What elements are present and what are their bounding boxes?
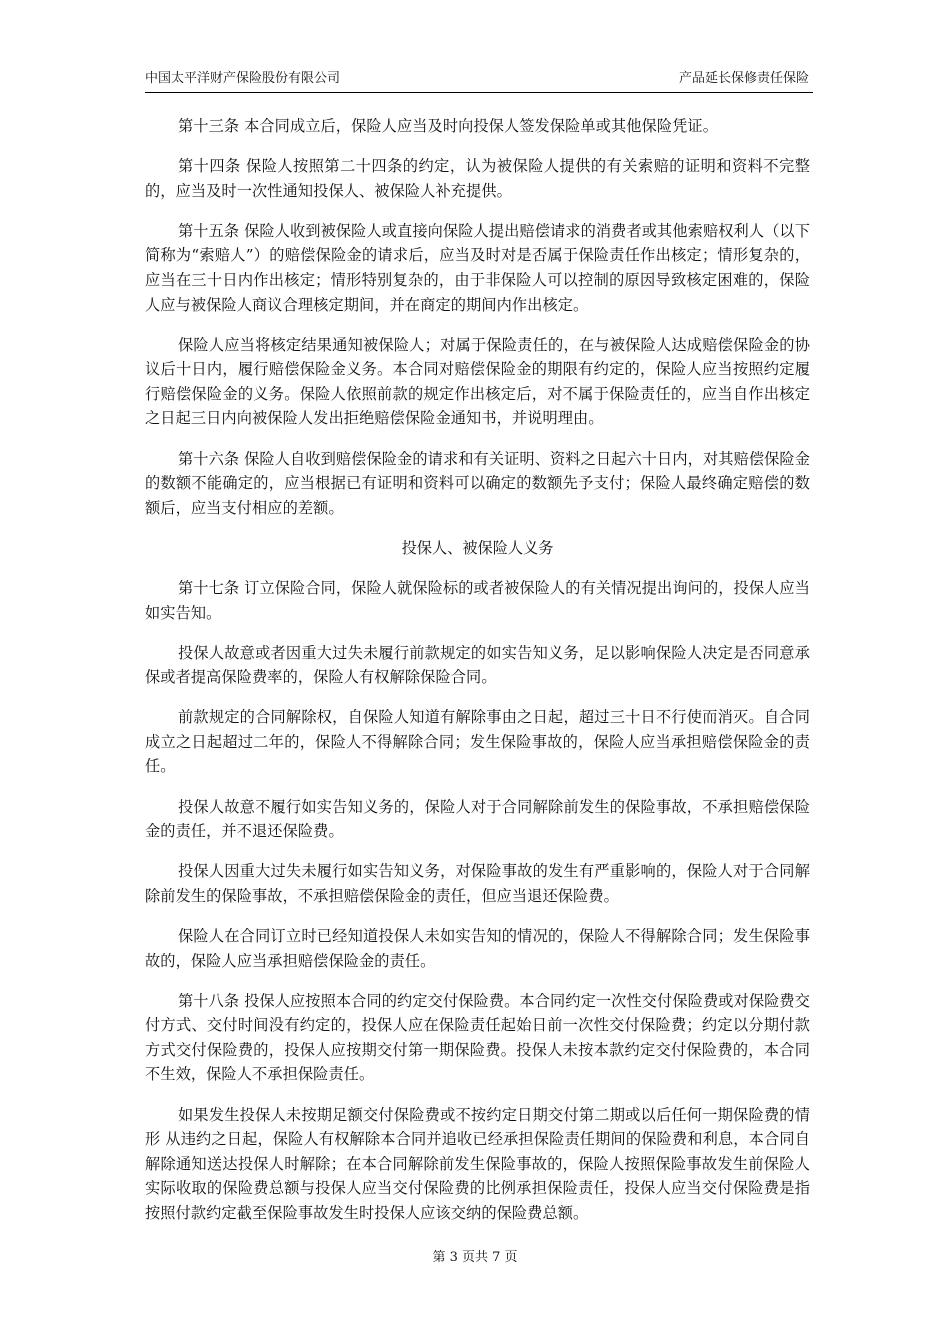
company-name: 中国太平洋财产保险股份有限公司 bbox=[145, 71, 341, 86]
section-title: 投保人、被保险人义务 bbox=[401, 538, 554, 557]
product-name: 产品延长保修责任保险 bbox=[678, 71, 809, 86]
clause-17-para-4: 投保人故意不履行如实告知义务的，保险人对于合同解除前发生的保险事故，不承担赔偿保险金的责任，并不退还保险费。 bbox=[145, 797, 810, 841]
page-footer bbox=[0, 1249, 950, 1267]
clause-18-para-2: 如果发生投保人未按期足额交付保险费或不按约定日期交付第二期或以后任何一期保险费的情形 从违约之日起，保险人有权解除本合同并追收已经承担保险责任期间的保险费和利息，本合同自解除通知送达投保人时解除；在本合同解除前发生保险事故的，保险人按照保险事故发生前保险人实际收取的保险费总额与投保人应当交付保险费的比例承担保险责任，投保人应当交付保险费是指按照付款约定截至保险事故发生时投保人应该交纳的保险费总额。 bbox=[145, 1105, 810, 1222]
clause-17: 第十七条 订立保险合同，保险人就保险标的或者被保险人的有关情况提出询问的，投保人应当如实告知。 bbox=[145, 578, 810, 622]
clause-17-para-2: 投保人故意或者因重大过失未履行前款规定的如实告知义务，足以影响保险人决定是否同意承保或者提高保险费率的，保险人有权解除保险合同。 bbox=[145, 643, 810, 687]
page-number: 第 3 页共 7 页 bbox=[432, 1250, 518, 1265]
clause-14: 第十四条 保险人按照第二十四条的约定，认为被保险人提供的有关索赔的证明和资料不完整的，应当及时一次性通知投保人、被保险人补充提供。 bbox=[145, 157, 810, 200]
clause-17-para-5: 投保人因重大过失未履行如实告知义务，对保险事故的发生有严重影响的，保险人对于合同解除前发生的保险事故，不承担赔偿保险金的责任，但应当退还保险费。 bbox=[145, 862, 810, 905]
clause-17-para-6: 保险人在合同订立时已经知道投保人未如实告知的情况的，保险人不得解除合同；发生保险事故的，保险人应当承担赔偿保险金的责任。 bbox=[145, 926, 810, 970]
clause-15-continued: 保险人应当将核定结果通知被保险人；对属于保险责任的，在与被保险人达成赔偿保险金的协议后十日内，履行赔偿保险金义务。本合同对赔偿保险金的期限有约定的，保险人应当按照约定履行赔偿保险金的义务。保险人依照前款的规定作出核定后，对不属于保险责任的，应当自作出核定之日起三日内向被保险人发出拒绝赔偿保险金通知书，并说明理由。 bbox=[145, 335, 810, 428]
page-header bbox=[145, 70, 813, 93]
clause-18: 第十八条 投保人应按照本合同的约定交付保险费。本合同约定一次性交付保险费或对保险费交付方式、交付时间没有约定的，投保人应在保险责任起始日前一次性交付保险费；约定以分期付款方式交付保险费的，投保人应按期交付第一期保险费。投保人未按本款约定交付保险费的，本合同不生效，保险人不承担保险责任。 bbox=[145, 991, 810, 1084]
clause-15: 第十五条 保险人收到被保险人或直接向保险人提出赔偿请求的消费者或其他索赔权利人（以下简称为“索赔人”）的赔偿保险金的请求后，应当及时对是否属于保险责任作出核定；情形复杂的，应当在三十日内作出核定；情形特别复杂的，由于非保险人可以控制的原因导致核定困难的，保险人应与被保险人商议合理核定期间，并在商定的期间内作出核定。 bbox=[145, 221, 810, 314]
clause-13: 第十三条 本合同成立后，保险人应当及时向投保人签发保险单或其他保险凭证。 bbox=[178, 117, 718, 135]
document-body bbox=[145, 114, 810, 1241]
clause-17-para-3: 前款规定的合同解除权，自保险人知道有解除事由之日起，超过三十日不行使而消灭。自合同成立之日起超过二年的，保险人不得解除合同；发生保险事故的，保险人应当承担赔偿保险金的责任。 bbox=[145, 708, 810, 776]
clause-16: 第十六条 保险人自收到赔偿保险金的请求和有关证明、资料之日起六十日内，对其赔偿保险金的数额不能确定的，应当根据已有证明和资料可以确定的数额先予支付；保险人最终确定赔偿的数额后，应当支付相应的差额。 bbox=[145, 449, 810, 517]
